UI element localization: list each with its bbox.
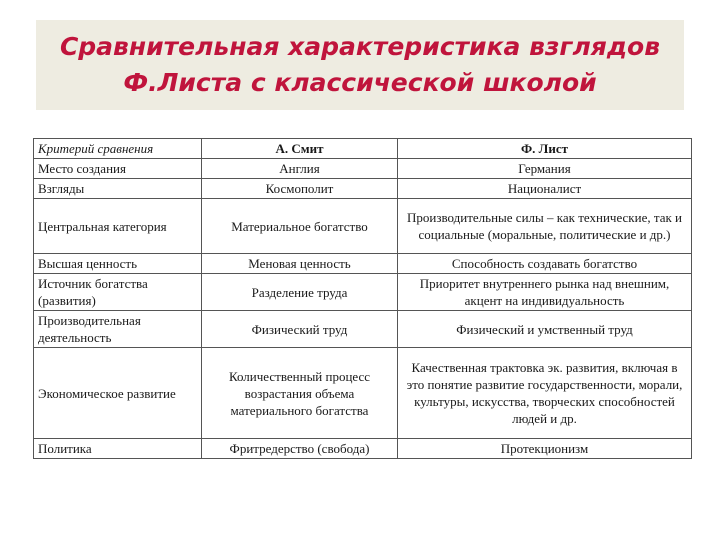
- criterion-cell: Политика: [34, 439, 202, 459]
- smith-cell: Космополит: [202, 179, 398, 199]
- list-cell: Производительные силы – как технические, так и социальные (моральные, политические и др.): [398, 199, 692, 254]
- list-cell: Способность создавать богатство: [398, 254, 692, 274]
- smith-cell: Физический труд: [202, 311, 398, 348]
- list-cell: Протекционизм: [398, 439, 692, 459]
- smith-cell: Материальное богатство: [202, 199, 398, 254]
- smith-cell: Англия: [202, 159, 398, 179]
- criterion-cell: Производительная деятельность: [34, 311, 202, 348]
- title-banner: [36, 20, 684, 110]
- table-row: [34, 159, 692, 179]
- criterion-cell: Взгляды: [34, 179, 202, 199]
- list-cell: Националист: [398, 179, 692, 199]
- criterion-cell: Место создания: [34, 159, 202, 179]
- smith-cell: Количественный процесс возрастания объема материального богатства: [202, 348, 398, 439]
- table-row: [34, 439, 692, 459]
- header-smith: А. Смит: [202, 139, 398, 159]
- list-cell: Германия: [398, 159, 692, 179]
- table-row: [34, 179, 692, 199]
- table-row: [34, 274, 692, 311]
- criterion-cell: Источник богатства (развития): [34, 274, 202, 311]
- smith-cell: Разделение труда: [202, 274, 398, 311]
- criterion-cell: Центральная категория: [34, 199, 202, 254]
- table-header-row: [34, 139, 692, 159]
- list-cell: Приоритет внутреннего рынка над внешним, акцент на индивидуальность: [398, 274, 692, 311]
- smith-cell: Меновая ценность: [202, 254, 398, 274]
- title-line-2: Ф.Листа с классической школой: [123, 68, 597, 97]
- list-cell: Физический и умственный труд: [398, 311, 692, 348]
- header-criterion: Критерий сравнения: [34, 139, 202, 159]
- list-cell: Качественная трактовка эк. развития, включая в это понятие развитие государственности, морали, культуры, искусства, творческих способностей людей и др.: [398, 348, 692, 439]
- header-list: Ф. Лист: [398, 139, 692, 159]
- title-line-1: Сравнительная характеристика взглядов: [59, 32, 661, 61]
- smith-cell: Фритредерство (свобода): [202, 439, 398, 459]
- table-row: [34, 311, 692, 348]
- table-row: [34, 254, 692, 274]
- criterion-cell: Высшая ценность: [34, 254, 202, 274]
- comparison-table: [33, 138, 692, 459]
- table-row: [34, 348, 692, 439]
- criterion-cell: Экономическое развитие: [34, 348, 202, 439]
- table-row: [34, 199, 692, 254]
